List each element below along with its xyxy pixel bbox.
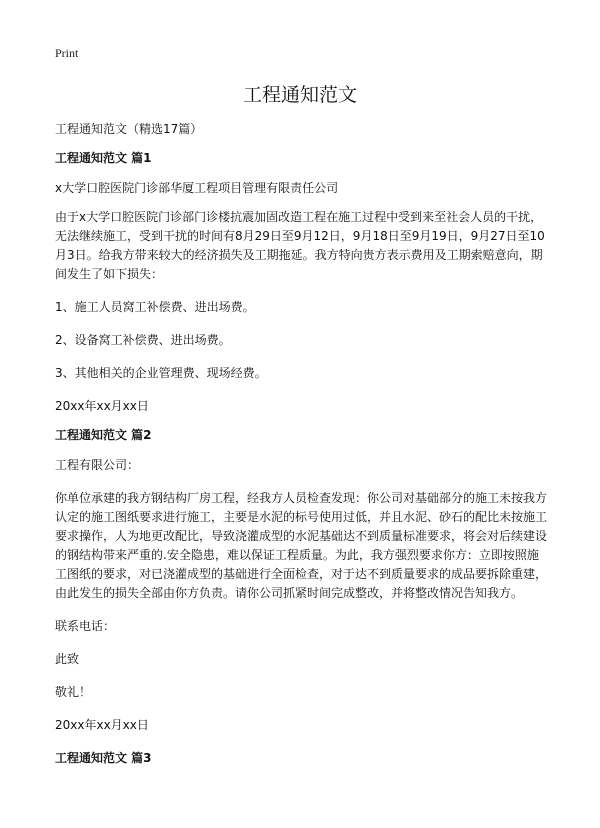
date-1: 20xx年xx月xx日 <box>55 399 149 413</box>
document-subtitle: 工程通知范文（精选17篇） <box>55 122 203 136</box>
document-body <box>55 120 550 779</box>
body-paragraph-2: 你单位承建的我方钢结构厂房工程，经我方人员检查发现：你公司对基础部分的施工未按我方认定的施工图纸要求进行施工，主要是水泥的标号使用过低，并且水泥、砂石的配比未按施工要求操作，人为地更改配比，导致浇灌成型的水泥基础达不到质量标准要求，将会对后续建设的钢结构带来严重的.安全隐患，难以保证工程质量。为此，我方强烈要求你方：立即按照施工图纸的要求，对已浇灌成型的基础进行全面检查，对于达不到质量要求的成品要拆除重建，由此发生的损失全部由你方负责。请你公司抓紧时间完成整改，并将整改情况告知我方。 <box>55 491 548 600</box>
section-heading-2: 工程通知范文 篇2 <box>55 428 152 442</box>
recipient-2: 工程有限公司： <box>55 458 140 472</box>
closing-line-1: 此致 <box>55 652 80 666</box>
date-2: 20xx年xx月xx日 <box>55 718 149 732</box>
body-paragraph-1: 由于x大学口腔医院门诊部门诊楼抗震加固改造工程在施工过程中受到来至社会人员的干扰，无法继续施工，受到干扰的时间有8月29日至9月12日，9月18日至9月19日，9月27日至10月3日。给我方带来较大的经济损失及工期拖延。我方特向贵方表示费用及工期索赔意向，期间发生了如下损失： <box>55 210 545 281</box>
page-title: 工程通知范文 <box>242 84 357 106</box>
recipient-1: x大学口腔医院门诊部华厦工程项目管理有限责任公司 <box>55 181 339 195</box>
section-heading-3: 工程通知范文 篇3 <box>55 751 152 765</box>
section-heading-1: 工程通知范文 篇1 <box>55 151 152 165</box>
list-item-2: 2、设备窝工补偿费、进出场费。 <box>55 333 231 347</box>
list-item-3: 3、其他相关的企业管理费、现场经费。 <box>55 366 267 380</box>
print-link[interactable]: Print <box>55 46 79 60</box>
contact-phone-label: 联系电话： <box>55 619 116 633</box>
closing-line-2: 敬礼！ <box>55 685 92 699</box>
list-item-1: 1、施工人员窝工补偿费、进出场费。 <box>55 300 255 314</box>
